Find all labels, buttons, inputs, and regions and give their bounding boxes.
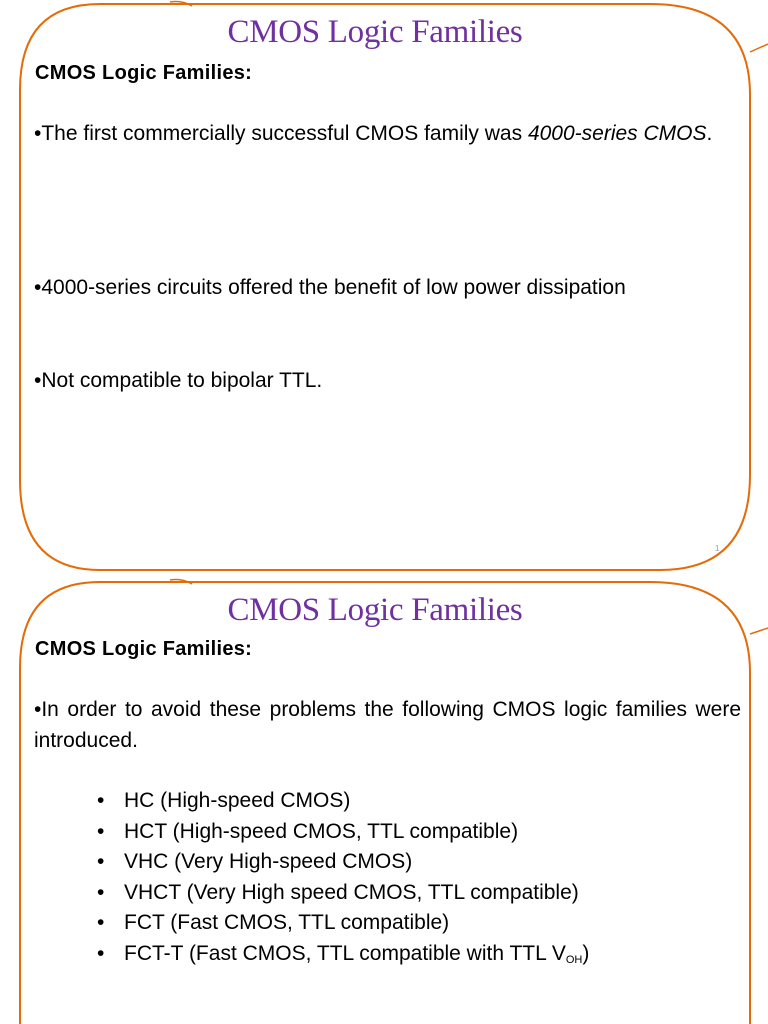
list-item-end: ) bbox=[582, 941, 590, 965]
list-item: • HCT (High-speed CMOS, TTL compatible) bbox=[90, 817, 589, 848]
slide-title: CMOS Logic Families bbox=[227, 14, 523, 50]
bullet-first-family bbox=[34, 118, 741, 149]
bullet-text-end: . bbox=[706, 122, 713, 145]
slide-title: CMOS Logic Families bbox=[227, 592, 523, 628]
logic-family-list bbox=[90, 786, 589, 975]
list-item: • VHC (Very High-speed CMOS) bbox=[90, 847, 589, 878]
bullet-emphasis: 4000-series CMOS bbox=[527, 122, 707, 145]
bullet-intro: •In order to avoid these problems the following CMOS logic families were introduced. bbox=[34, 698, 741, 752]
list-item: • FCT (Fast CMOS, TTL compatible) bbox=[90, 908, 589, 939]
list-item: • VHCT (Very High speed CMOS, TTL compatible) bbox=[90, 878, 589, 909]
list-item bbox=[90, 939, 589, 976]
bullet-text: •The first commercially successful CMOS family was bbox=[34, 122, 528, 145]
bullet-not-compatible: •Not compatible to bipolar TTL. bbox=[34, 369, 323, 392]
slide-2 bbox=[0, 578, 768, 1024]
list-item-text: FCT-T (Fast CMOS, TTL compatible with TTL V bbox=[124, 941, 566, 965]
bullet-low-power: •4000-series circuits offered the benefit of low power dissipation bbox=[34, 276, 626, 299]
list-item: • HC (High-speed CMOS) bbox=[90, 786, 589, 817]
voh-subscript: OH bbox=[565, 953, 583, 966]
slide-subtitle: CMOS Logic Families: bbox=[35, 638, 253, 660]
page-number: 1 bbox=[715, 544, 720, 553]
slide-subtitle: CMOS Logic Families: bbox=[35, 62, 253, 84]
